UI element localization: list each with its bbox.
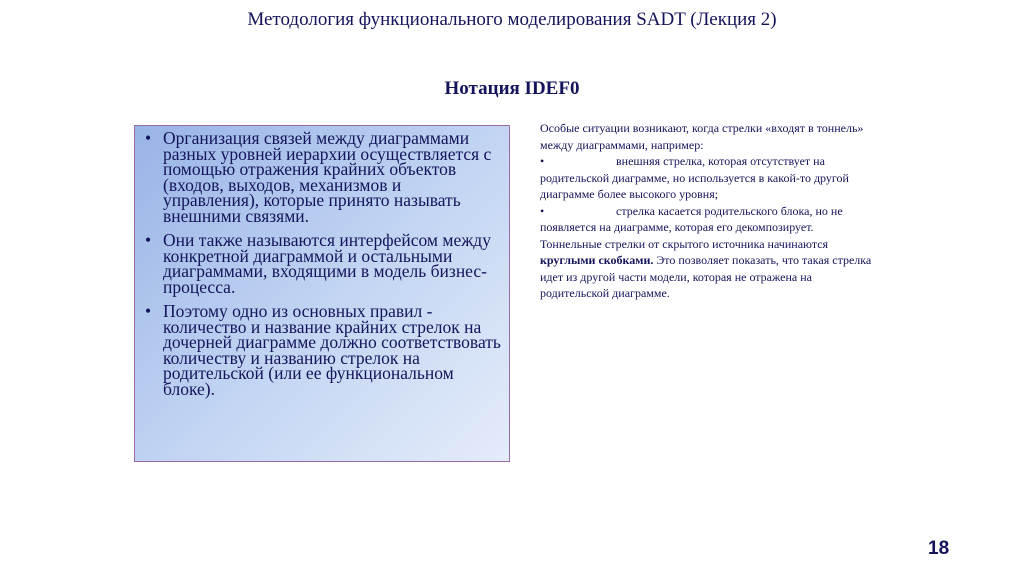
bullet-icon: •	[145, 230, 152, 250]
tunnel-paragraph	[540, 236, 875, 302]
bullet-text: Организация связей между диаграммами разных уровней иерархии осуществляется с помощью отражения крайних объектов (входов, выходов, механизмов и управления), которые принято называть внешними связями.	[163, 128, 492, 226]
notes-text	[540, 120, 875, 302]
bullet-text: стрелка касается родительского блока, но не появляется на диаграмме, которая его декомпозирует.	[540, 203, 843, 234]
bullet-text: Они также называются интерфейсом между конкретной диаграммой и остальными диаграммами, входящими в модель бизнес-процесса.	[163, 230, 491, 297]
para-text: Это позволяет показать, что такая стрелка идет из другой части модели, которая не отражена на родительской диаграмме.	[540, 253, 872, 300]
bullet-list	[145, 128, 501, 399]
para-text: Тоннельные стрелки от скрытого источника начинаются	[540, 236, 829, 251]
bullet-box	[134, 125, 510, 462]
note-bullet	[540, 203, 875, 236]
bullet-icon: •	[145, 128, 152, 148]
slide-subtitle: Нотация IDEF0	[444, 78, 580, 99]
page-number: 18	[928, 538, 950, 559]
list-item	[145, 301, 501, 399]
bullet-text: внешняя стрелка, которая отсутствует на родительской диаграмме, но используется в какой-то другой диаграмме более высокого уровня;	[540, 154, 849, 201]
intro-paragraph: Особые ситуации возникают, когда стрелки «входят в тоннель» между диаграммами, например:	[540, 121, 864, 152]
list-item	[145, 230, 501, 297]
bullet-icon: •	[540, 203, 545, 218]
bullet-icon: •	[145, 301, 152, 321]
note-bullet	[540, 153, 875, 203]
slide-title: Методология функционального моделирования SADT (Лекция 2)	[247, 9, 777, 30]
para-bold-text: круглыми скобками.	[540, 253, 654, 267]
bullet-text: Поэтому одно из основных правил - количество и название крайних стрелок на дочерней диаграмме должно соответствовать количеству и названию стрелок на родительской (или ее функциональном блоке).	[163, 301, 501, 399]
list-item	[145, 128, 501, 226]
bullet-icon: •	[540, 154, 545, 168]
